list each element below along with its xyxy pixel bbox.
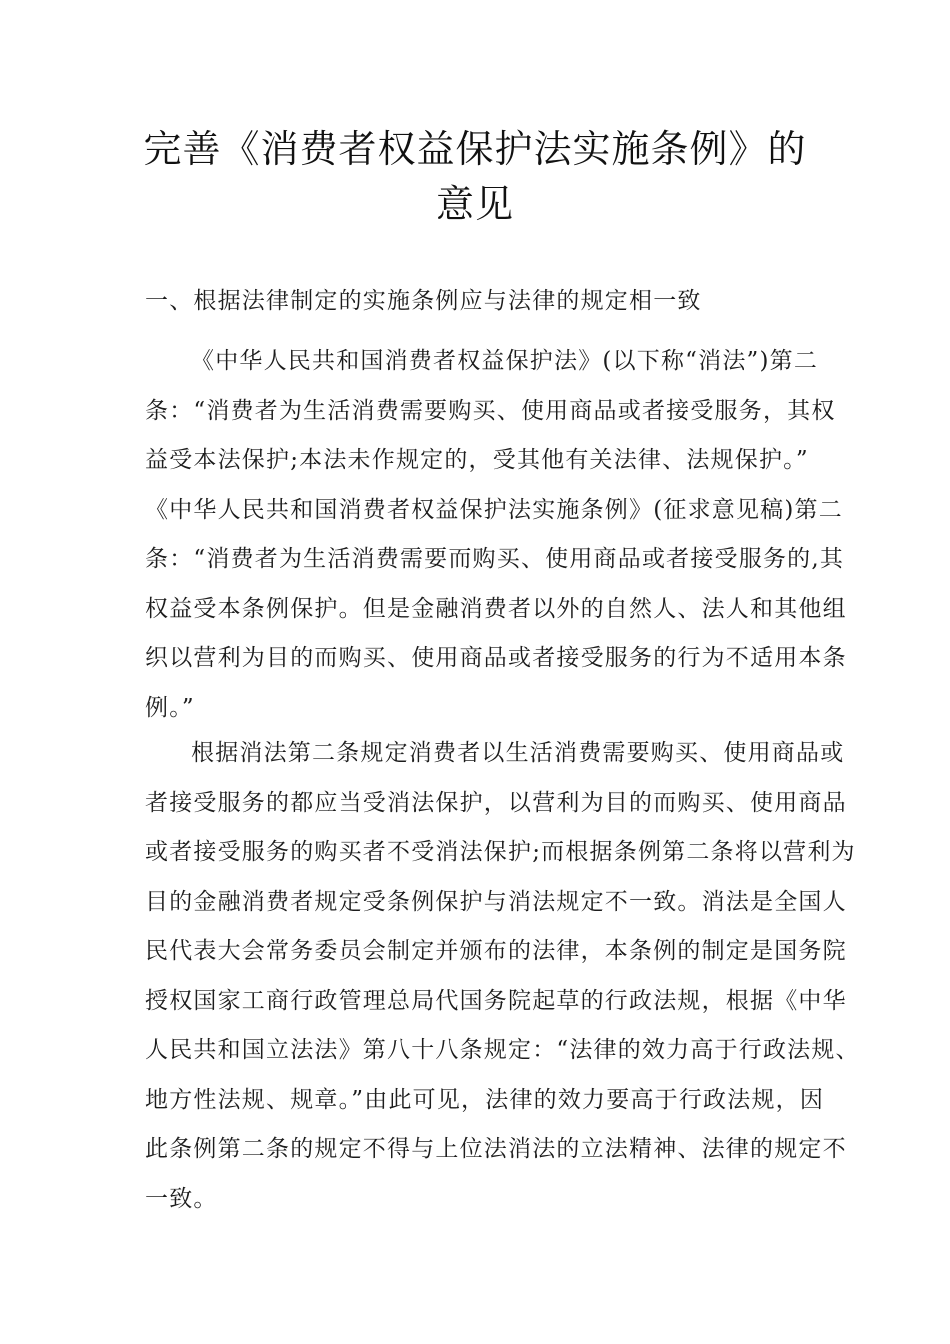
paragraph-line: 织以营利为目的而购买、使用商品或者接受服务的行为不适用本条 xyxy=(145,645,847,671)
paragraph-line: 者接受服务的都应当受消法保护，以营利为目的而购买、使用商品 xyxy=(145,789,847,816)
title-line-1: 完善《消费者权益保护法实施条例》的 xyxy=(143,127,807,171)
paragraph-line: 一致。 xyxy=(145,1185,218,1212)
paragraph-line: 条：“消费者为生活消费需要购买、使用商品或者接受服务，其权 xyxy=(145,397,836,424)
document-title xyxy=(140,122,810,232)
paragraph-line: 根据消法第二条规定消费者以生活消费需要购买、使用商品或 xyxy=(191,740,845,766)
paragraph-line: 或者接受服务的购买者不受消法保护;而根据条例第二条将以营利为 xyxy=(145,839,856,865)
paragraph-line: 民代表大会常务委员会制定并颁布的法律，本条例的制定是国务院 xyxy=(145,938,847,964)
paragraph-line: 权益受本条例保护。但是金融消费者以外的自然人、法人和其他组 xyxy=(145,595,847,622)
paragraph-line: 目的金融消费者规定受条例保护与消法规定不一致。消法是全国人 xyxy=(145,888,847,915)
paragraph-line: 此条例第二条的规定不得与上位法消法的立法精神、法律的规定不 xyxy=(145,1136,847,1162)
paragraph-line: 条：“消费者为生活消费需要而购买、使用商品或者接受服务的,其 xyxy=(145,546,845,572)
paragraph-line: 《中华人民共和国消费者权益保护法实施条例》(征求意见稿)第二 xyxy=(145,496,843,523)
paragraph-2 xyxy=(145,729,860,1224)
paragraph-line: 益受本法保护;本法未作规定的，受其他有关法律、法规保护。” xyxy=(145,447,809,473)
paragraph-line: 例。” xyxy=(145,694,195,721)
paragraph-line: 人民共和国立法法》第八十八条规定：“法律的效力高于行政法规、 xyxy=(145,1037,860,1063)
title-line-2: 意见 xyxy=(435,182,514,226)
paragraph-line: 地方性法规、规章。”由此可见，法律的效力要高于行政法规，因 xyxy=(145,1086,825,1113)
section-heading: 一、根据法律制定的实施条例应与法律的规定相一致 xyxy=(145,288,702,314)
paragraph-line: 《中华人民共和国消费者权益保护法》(以下称“消法”)第二 xyxy=(191,348,819,374)
paragraph-1 xyxy=(145,337,847,733)
paragraph-line: 授权国家工商行政管理总局代国务院起草的行政法规，根据《中华 xyxy=(145,987,847,1014)
